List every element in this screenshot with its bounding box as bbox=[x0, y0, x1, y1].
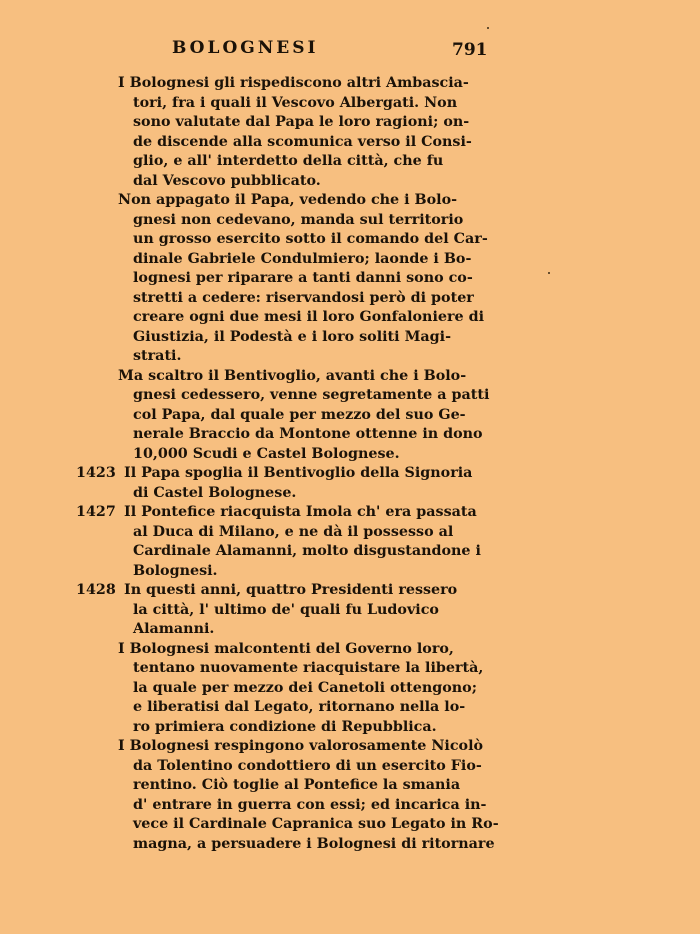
text-line: I Bolognesi respingono valorosamente Nicolò bbox=[118, 738, 484, 754]
running-title: BOLOGNESI bbox=[172, 38, 319, 58]
text-line: sono valutate dal Papa le loro ragioni; on- bbox=[133, 114, 470, 130]
text-line: Bolognesi. bbox=[133, 562, 218, 579]
text-line: nerale Braccio da Montone ottenne in dono bbox=[133, 426, 483, 442]
text-line: la quale per mezzo dei Canetoli ottengono; bbox=[133, 679, 477, 696]
text-line: Cardinale Alamanni, molto disgustandone i bbox=[133, 543, 481, 559]
text-line: creare ogni due mesi il loro Gonfaloniere di bbox=[133, 309, 485, 325]
text-line: In questi anni, quattro Presidenti ressero bbox=[124, 582, 458, 598]
text-line: la città, l' ultimo de' quali fu Ludovico bbox=[133, 601, 439, 618]
text-line: Il Pontefice riacquista Imola ch' era passata bbox=[124, 504, 477, 520]
text-line: I Bolognesi gli rispediscono altri Ambascia- bbox=[118, 75, 469, 91]
text-line: gnesi cedessero, venne segretamente a patti bbox=[133, 387, 490, 403]
text-line: 10,000 Scudi e Castel Bolognese. bbox=[133, 445, 400, 462]
text-line: glio, e all' interdetto della città, che fu bbox=[133, 153, 444, 169]
print-speck bbox=[487, 27, 489, 29]
text-line: un grosso esercito sotto il comando del Car- bbox=[133, 231, 488, 247]
text-line: al Duca di Milano, e ne dà il possesso al bbox=[133, 523, 454, 540]
text-line: gnesi non cedevano, manda sul territorio bbox=[133, 211, 464, 228]
text-line: I Bolognesi malcontenti del Governo loro, bbox=[118, 640, 454, 657]
text-line: dinale Gabriele Condulmiero; laonde i Bo- bbox=[133, 250, 472, 267]
text-line: stretti a cedere: riservandosi però di poter bbox=[133, 289, 474, 306]
text-line: Ma scaltro il Bentivoglio, avanti che i Bolo- bbox=[118, 367, 467, 384]
text-line: lognesi per riparare a tanti danni sono co- bbox=[133, 270, 473, 286]
text-line: d' entrare in guerra con essi; ed incarica in- bbox=[133, 796, 487, 813]
text-line: Il Papa spoglia il Bentivoglio della Signoria bbox=[124, 465, 473, 481]
text-line: tori, fra i quali il Vescovo Albergati. Non bbox=[133, 94, 458, 111]
paragraph bbox=[0, 737, 700, 854]
text-line: strati. bbox=[133, 348, 182, 364]
chronicle-text bbox=[0, 74, 700, 854]
paragraph bbox=[0, 367, 700, 465]
dated-entry bbox=[0, 464, 700, 503]
text-line: Alamanni. bbox=[133, 621, 215, 637]
page-number: 791 bbox=[452, 40, 488, 60]
text-line: da Tolentino condottiero di un esercito Fio- bbox=[133, 757, 482, 774]
print-speck bbox=[548, 272, 550, 274]
page-header bbox=[0, 38, 700, 62]
text-line: rentino. Ciò toglie al Pontefice la smania bbox=[133, 777, 461, 793]
text-line: vece il Cardinale Capranica suo Legato in Ro- bbox=[133, 816, 499, 832]
text-line: col Papa, dal quale per mezzo del suo Ge- bbox=[133, 406, 466, 423]
text-line: magna, a persuadere i Bolognesi di ritornare bbox=[133, 835, 495, 852]
paragraph bbox=[0, 191, 700, 367]
year-marker: 1427 bbox=[76, 504, 116, 520]
text-line: di Castel Bolognese. bbox=[133, 484, 297, 501]
year-marker: 1423 bbox=[76, 465, 116, 481]
text-line: ro primiera condizione di Repubblica. bbox=[133, 718, 437, 735]
text-line: tentano nuovamente riacquistare la libertà, bbox=[133, 660, 484, 676]
text-line: dal Vescovo pubblicato. bbox=[133, 172, 321, 189]
text-line: Non appagato il Papa, vedendo che i Bolo- bbox=[118, 192, 458, 208]
dated-entry bbox=[0, 581, 700, 640]
year-marker: 1428 bbox=[76, 582, 116, 598]
paragraph bbox=[0, 640, 700, 738]
text-line: de discende alla scomunica verso il Consi- bbox=[133, 133, 472, 150]
paragraph bbox=[0, 74, 700, 191]
text-line: Giustizia, il Podestà e i loro soliti Magi- bbox=[133, 328, 452, 345]
text-line: e liberatisi dal Legato, ritornano nella lo- bbox=[133, 699, 466, 715]
dated-entry bbox=[0, 503, 700, 581]
